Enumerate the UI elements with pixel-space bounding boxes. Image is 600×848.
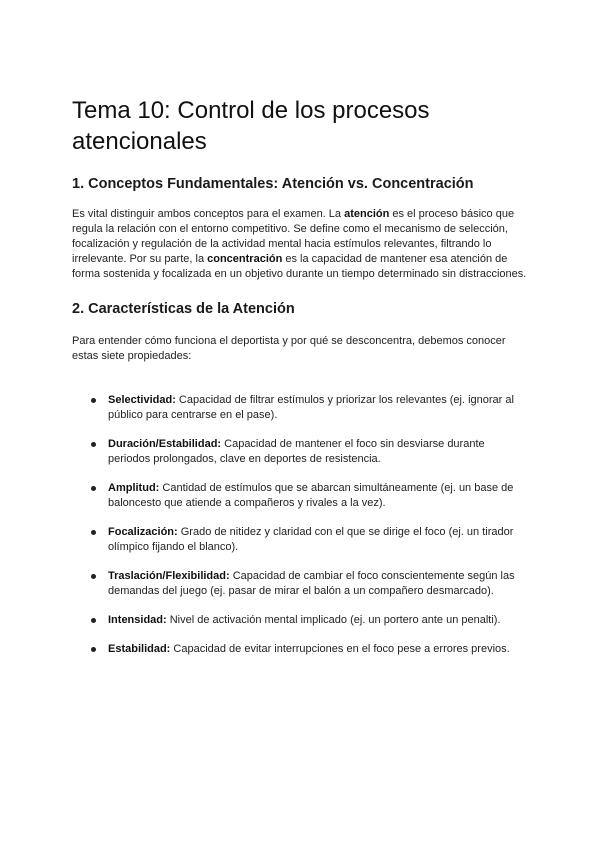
list-item: [72, 525, 528, 555]
paragraph-text: Es vital distinguir ambos conceptos para el examen. La: [72, 208, 345, 220]
bullet-icon: [91, 486, 96, 491]
item-text: Cantidad de estímulos que se abarcan simultáneamente (ej. un base de baloncesto que atiende a compañeros y rivales a la vez).: [108, 482, 514, 509]
section-1-paragraph: [72, 207, 528, 282]
item-text: Capacidad de filtrar estímulos y priorizar los relevantes (ej. ignorar al público para centrarse en el pase).: [108, 394, 514, 421]
paragraph-text: es la capacidad de mantener esa atención de forma sostenida y focalizada en un objetivo durante un tiempo determinado sin distracciones.: [72, 253, 527, 280]
bullet-icon: [91, 647, 96, 652]
paragraph-text: es el proceso básico que regula la relación con el entorno competitivo. Se define como el mecanismo de selección, focalización y regulación de la actividad mental hacia estímulos relevantes, filtrando lo irrelevante. Por su parte, la: [72, 208, 515, 265]
list-item: [72, 613, 528, 628]
item-text: Nivel de activación mental implicado (ej. un portero ante un penalti).: [166, 614, 501, 626]
item-text: Capacidad de cambiar el foco conscientemente según las demandas del juego (ej. pasar de mirar el balón a un compañero desmarcado).: [108, 570, 515, 597]
item-term: Amplitud:: [108, 482, 160, 494]
bullet-icon: [91, 574, 96, 579]
bullet-icon: [91, 618, 96, 623]
item-term: Selectividad:: [108, 394, 176, 406]
list-item: [72, 481, 528, 511]
list-item: [72, 569, 528, 599]
characteristics-list: [72, 393, 528, 657]
document-content: [72, 95, 528, 671]
item-term: Intensidad:: [108, 614, 167, 626]
section-2-heading: 2. Características de la Atención: [72, 301, 295, 317]
item-term: Focalización:: [108, 526, 178, 538]
bullet-icon: [91, 398, 96, 403]
item-term: Estabilidad:: [108, 643, 171, 655]
page-title: Tema 10: Control de los procesos atencionales: [72, 97, 430, 155]
term-atencion: atención: [344, 208, 390, 220]
item-text: Grado de nitidez y claridad con el que se dirige el foco (ej. un tirador olímpico fijando el blanco).: [108, 526, 514, 553]
list-item: [72, 642, 528, 657]
item-text: Capacidad de mantener el foco sin desviarse durante periodos prolongados, clave en deportes de resistencia.: [108, 438, 485, 465]
bullet-icon: [91, 530, 96, 535]
term-concentracion: concentración: [207, 253, 283, 265]
bullet-icon: [91, 442, 96, 447]
list-item: [72, 437, 528, 467]
item-term: Traslación/Flexibilidad:: [108, 570, 230, 582]
item-text: Capacidad de evitar interrupciones en el foco pese a errores previos.: [170, 643, 510, 655]
section-1-heading: 1. Conceptos Fundamentales: Atención vs. Concentración: [72, 176, 474, 192]
section-2-intro: Para entender cómo funciona el deportista y por qué se desconcentra, debemos conocer estas siete propiedades:: [72, 335, 506, 362]
list-item: [72, 393, 528, 423]
item-term: Duración/Estabilidad:: [108, 438, 222, 450]
